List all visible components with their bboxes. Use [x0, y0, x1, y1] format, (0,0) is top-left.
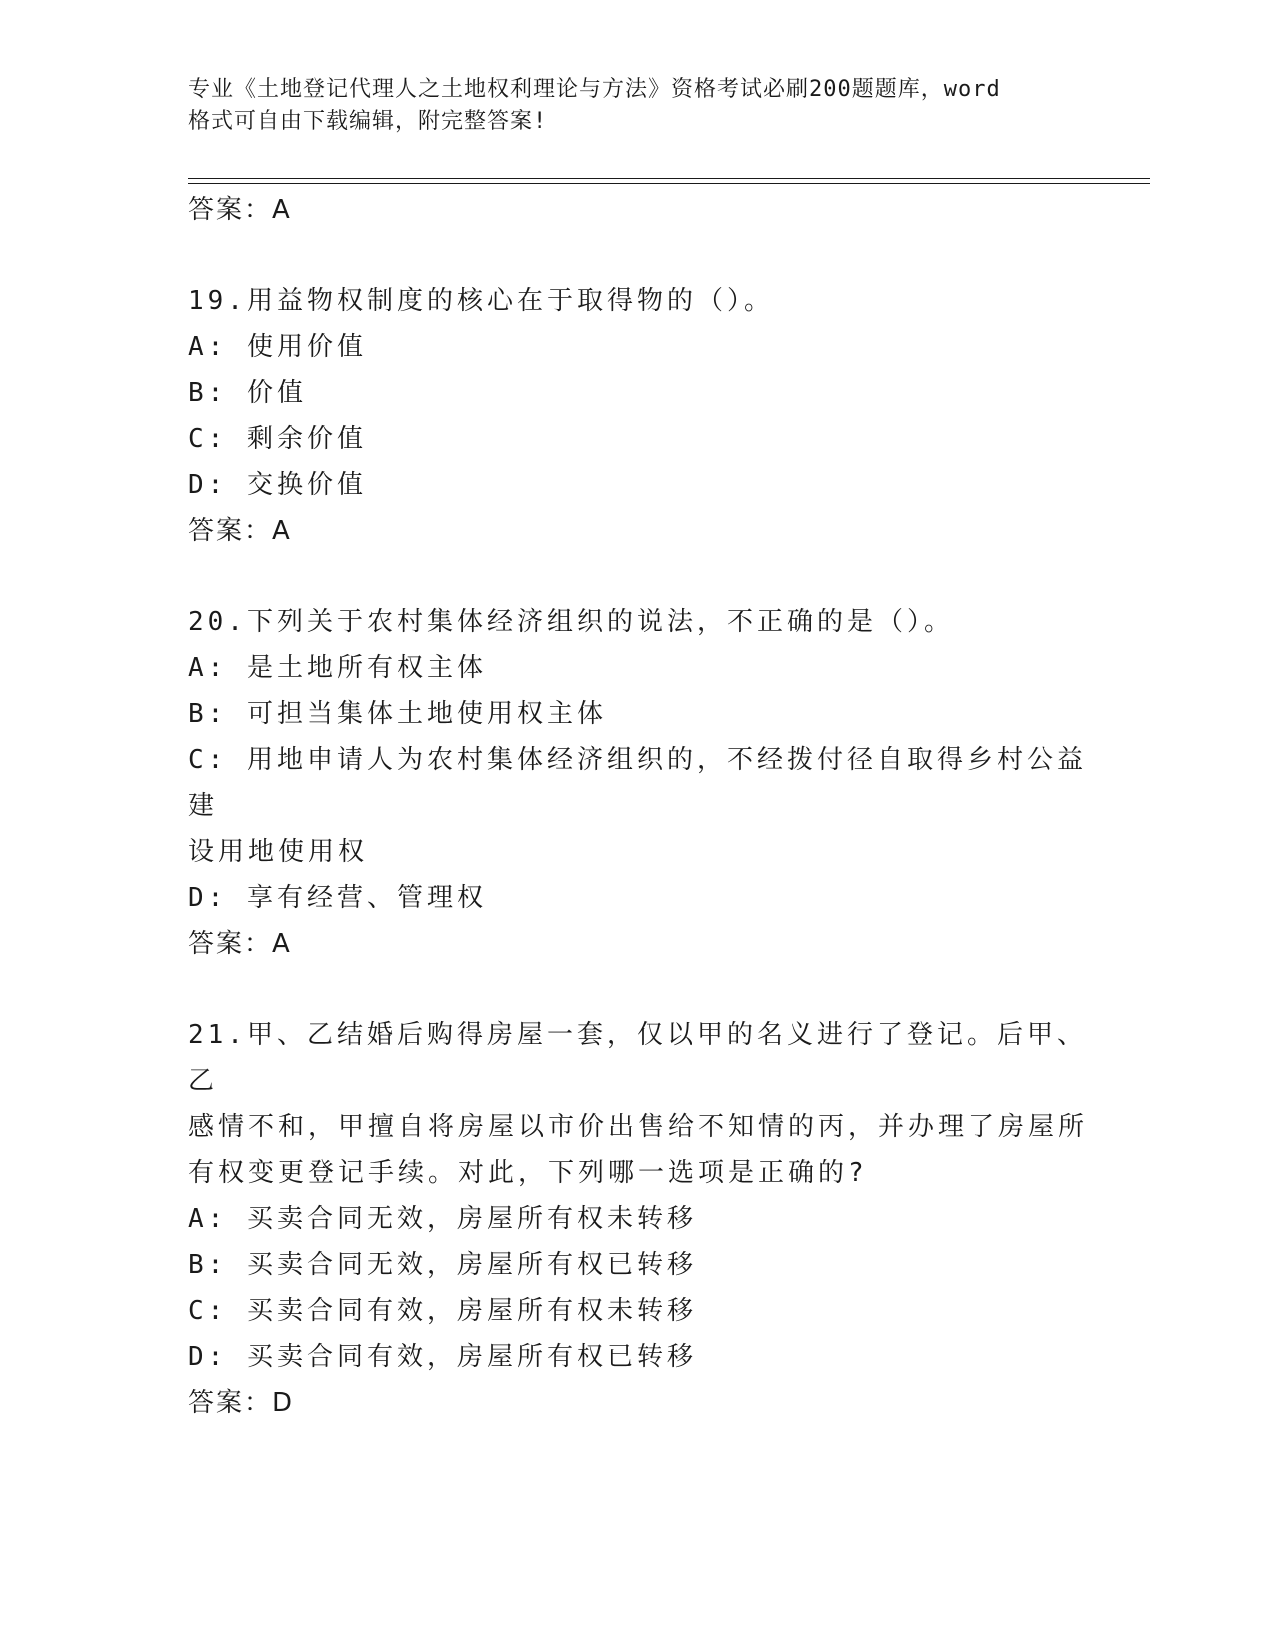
option-d: D: 交换价值	[188, 470, 367, 500]
answer-line: 答案：A	[188, 929, 292, 959]
answer-line: 答案：A	[188, 195, 292, 225]
spacer	[188, 554, 1088, 599]
option-a: A: 是土地所有权主体	[188, 653, 487, 683]
question-stem-line: 20.下列关于农村集体经济组织的说法，不正确的是（）。	[188, 607, 954, 637]
question-block	[188, 1012, 1088, 1426]
spacer	[188, 233, 1088, 278]
option-b: B: 可担当集体土地使用权主体	[188, 699, 607, 729]
question-stem-line: 19.用益物权制度的核心在于取得物的（）。	[188, 286, 774, 316]
option-a: A: 使用价值	[188, 332, 367, 362]
question-block	[188, 599, 1088, 967]
question-stem-line: 感情不和，甲擅自将房屋以市价出售给不知情的丙，并办理了房屋所	[188, 1112, 1089, 1142]
document-header	[188, 74, 1088, 138]
option-c: C: 剩余价值	[188, 424, 367, 454]
spacer	[188, 967, 1088, 1012]
option-d: D: 买卖合同有效，房屋所有权已转移	[188, 1342, 697, 1372]
question-stem-line: 有权变更登记手续。对此，下列哪一选项是正确的?	[188, 1158, 868, 1188]
option-b: B: 买卖合同无效，房屋所有权已转移	[188, 1250, 697, 1280]
question-block	[188, 278, 1088, 554]
option-b: B: 价值	[188, 378, 307, 408]
option-d: D: 享有经营、管理权	[188, 883, 487, 913]
option-c: C: 用地申请人为农村集体经济组织的，不经拨付径自取得乡村公益建	[188, 745, 1087, 821]
option-c: C: 买卖合同有效，房屋所有权未转移	[188, 1296, 697, 1326]
header-divider-bottom	[188, 183, 1150, 184]
question-stem-line: 21.甲、乙结婚后购得房屋一套，仅以甲的名义进行了登记。后甲、乙	[188, 1020, 1087, 1096]
answer-line: 答案：A	[188, 516, 292, 546]
header-line-2: 格式可自由下载编辑，附完整答案!	[188, 109, 548, 134]
header-line-1: 专业《土地登记代理人之土地权利理论与方法》资格考试必刷200题题库，word	[188, 77, 1001, 102]
answer-line: 答案：D	[188, 1388, 295, 1418]
option-c-continued: 设用地使用权	[188, 837, 369, 867]
document-body	[188, 187, 1088, 1426]
header-divider-top	[188, 178, 1150, 179]
option-a: A: 买卖合同无效，房屋所有权未转移	[188, 1204, 697, 1234]
